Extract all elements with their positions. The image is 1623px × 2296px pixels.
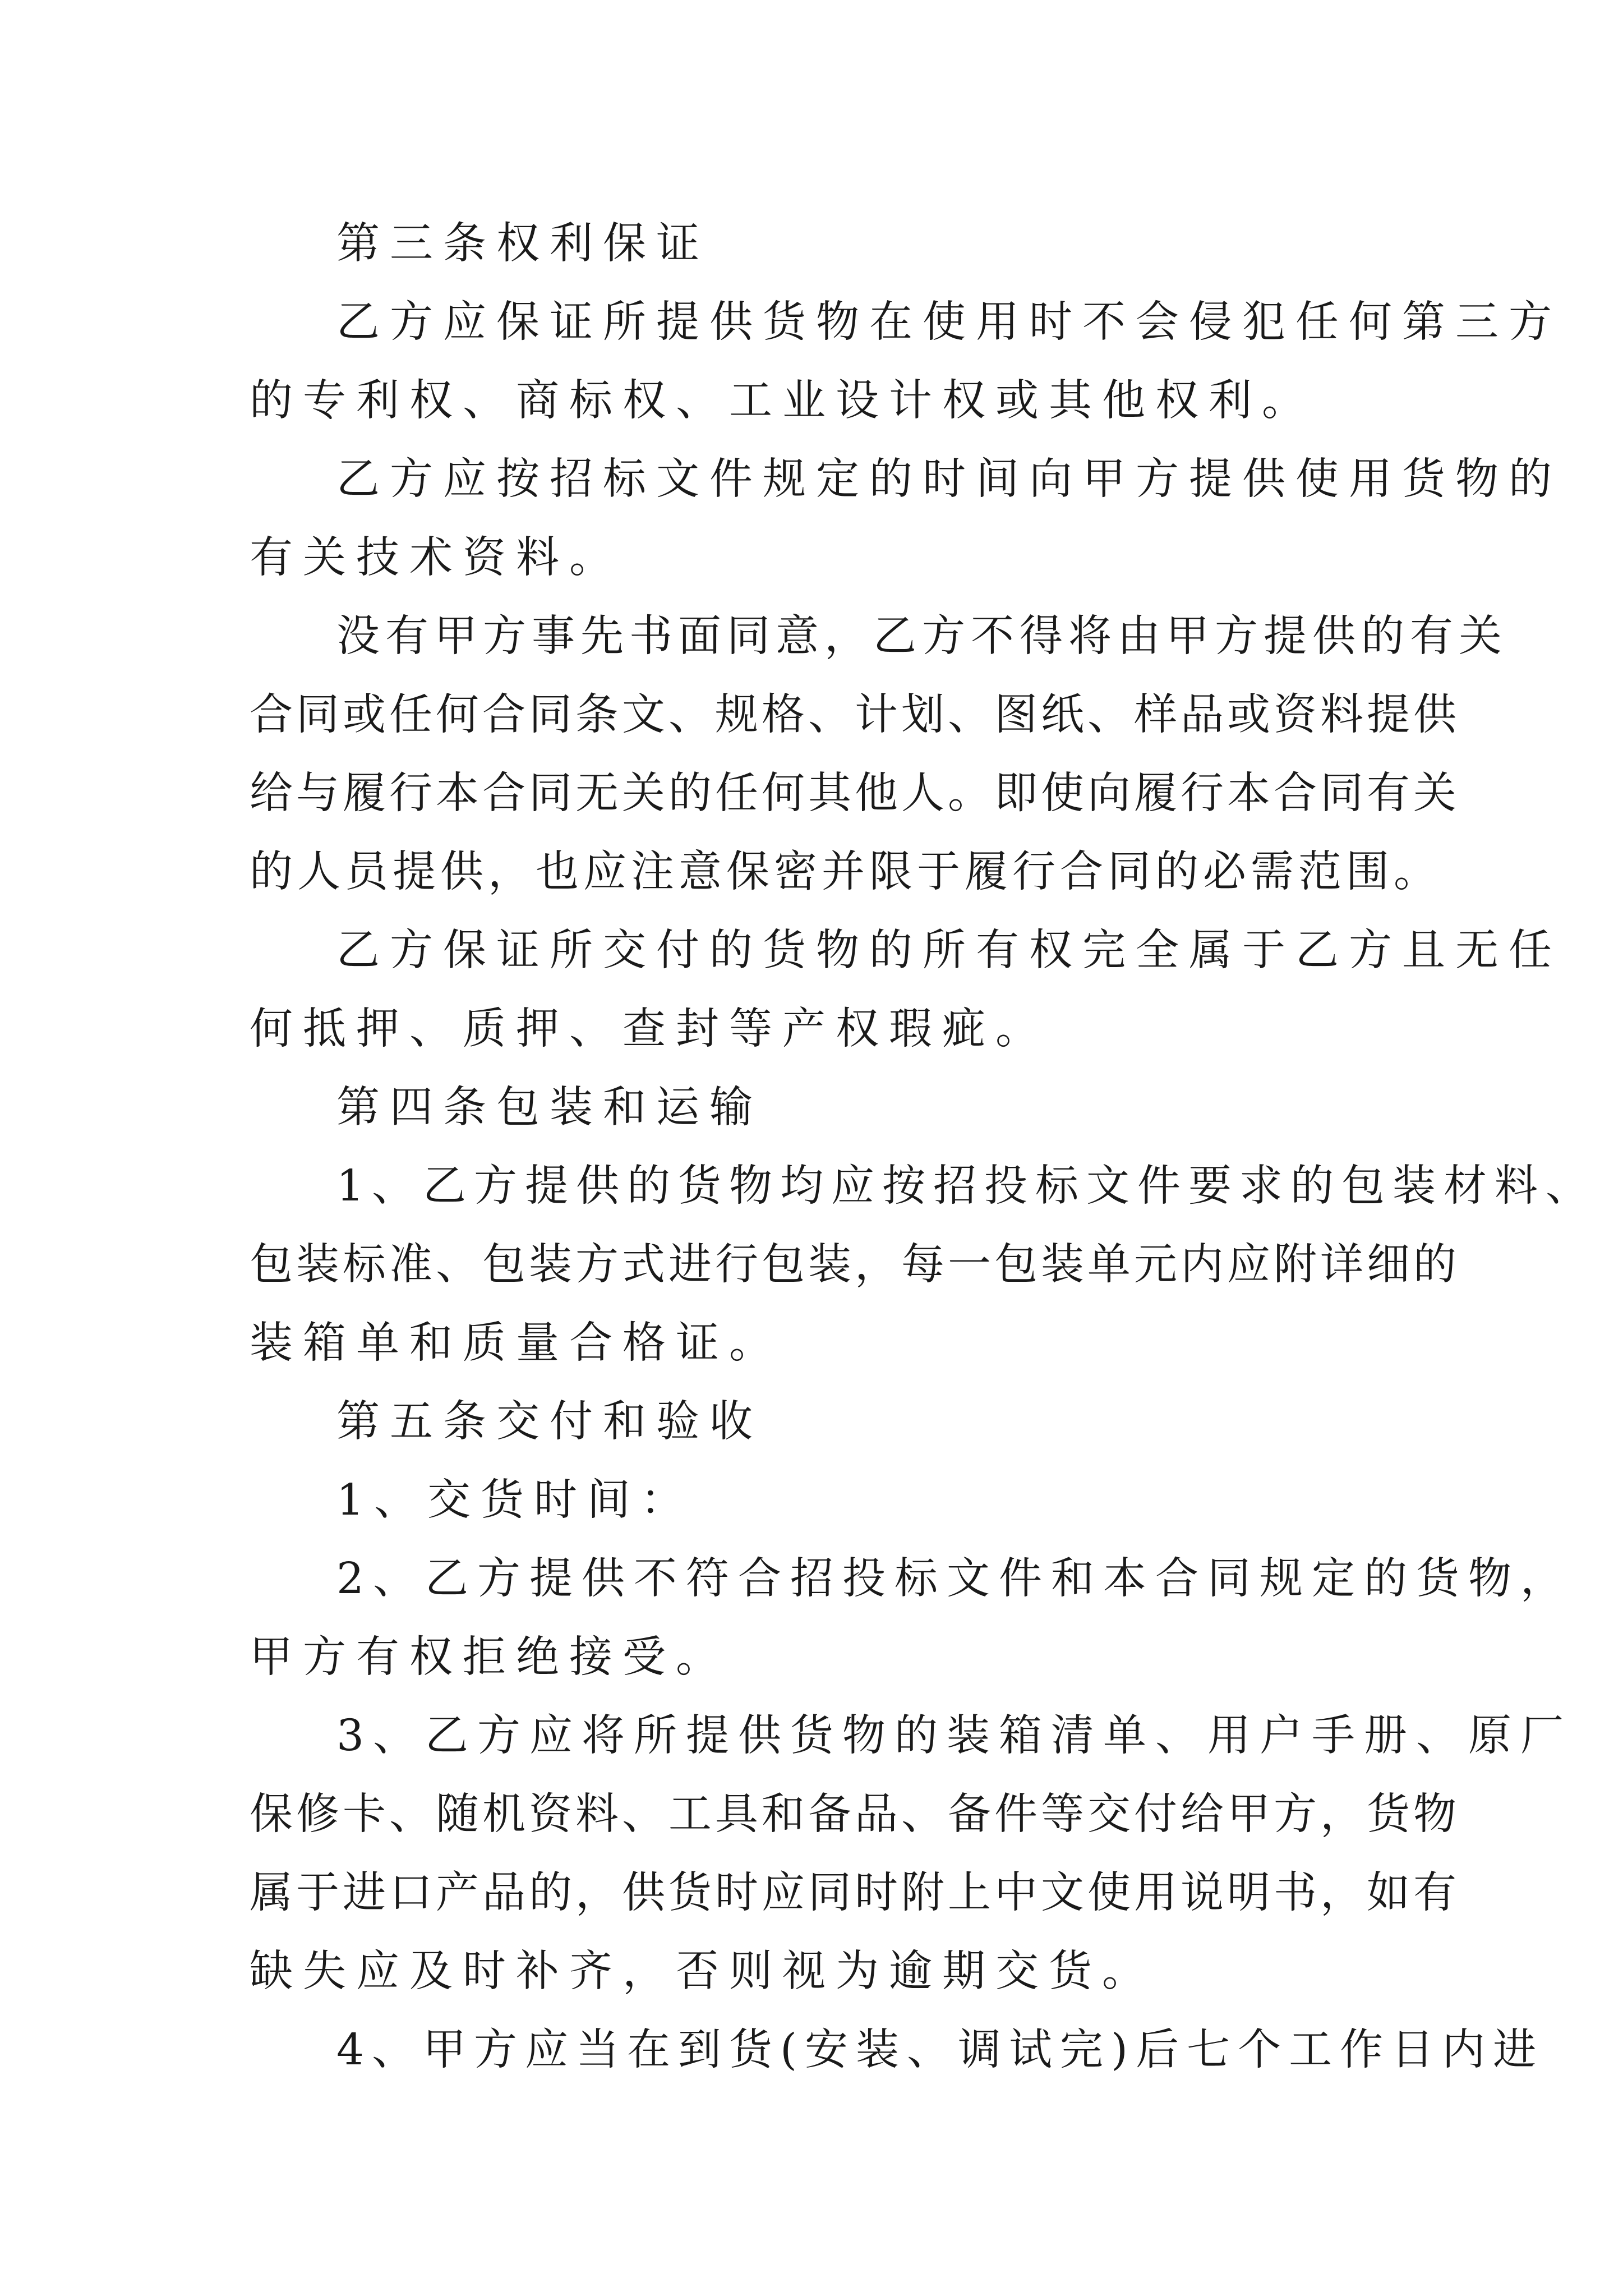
article-4-heading: 第四条包装和运输 <box>336 1083 763 1133</box>
paragraph-line: 属于进口产品的，供货时应同时附上中文使用说明书，如有 <box>250 1868 1460 1918</box>
paragraph-line: 1、交货时间： <box>336 1475 694 1525</box>
article-5-heading: 第五条交付和验收 <box>336 1397 763 1447</box>
paragraph-line: 的人员提供，也应注意保密并限于履行合同的必需范围。 <box>250 847 1441 897</box>
paragraph-line: 给与履行本合同无关的任何其他人。即使向履行本合同有关 <box>250 769 1460 818</box>
paragraph-line: 4、甲方应当在到货(安装、调试完)后七个工作日内进 <box>336 2025 1544 2075</box>
paragraph-line: 1、乙方提供的货物均应按招投标文件要求的包装材料、 <box>336 1161 1597 1211</box>
paragraph-line: 甲方有权拒绝接受。 <box>250 1632 729 1682</box>
paragraph-line: 有关技术资料。 <box>250 533 623 583</box>
paragraph-line: 保修卡、随机资料、工具和备品、备件等交付给甲方，货物 <box>250 1789 1460 1839</box>
paragraph-line: 乙方应保证所提供货物在使用时不会侵犯任何第三方 <box>336 297 1562 347</box>
paragraph-line: 2、乙方提供不符合招投标文件和本合同规定的货物， <box>336 1554 1573 1604</box>
paragraph-line: 的专利权、商标权、工业设计权或其他权利。 <box>250 376 1315 426</box>
paragraph-line: 3、乙方应将所提供货物的装箱清单、用户手册、原厂 <box>336 1711 1573 1761</box>
paragraph-line: 乙方应按招标文件规定的时间向甲方提供使用货物的 <box>336 454 1562 504</box>
paragraph-line: 缺失应及时补齐，否则视为逾期交货。 <box>250 1947 1155 1996</box>
paragraph-line: 合同或任何合同条文、规格、计划、图纸、样品或资料提供 <box>250 690 1460 740</box>
article-3-heading: 第三条权利保证 <box>336 219 709 269</box>
paragraph-line: 包装标准、包装方式进行包装，每一包装单元内应附详细的 <box>250 1240 1460 1290</box>
paragraph-line: 装箱单和质量合格证。 <box>250 1318 782 1368</box>
paragraph-line: 何抵押、质押、查封等产权瑕疵。 <box>250 1004 1049 1054</box>
paragraph-line: 没有甲方事先书面同意，乙方不得将由甲方提供的有关 <box>336 611 1507 661</box>
paragraph-line: 乙方保证所交付的货物的所有权完全属于乙方且无任 <box>336 926 1562 976</box>
